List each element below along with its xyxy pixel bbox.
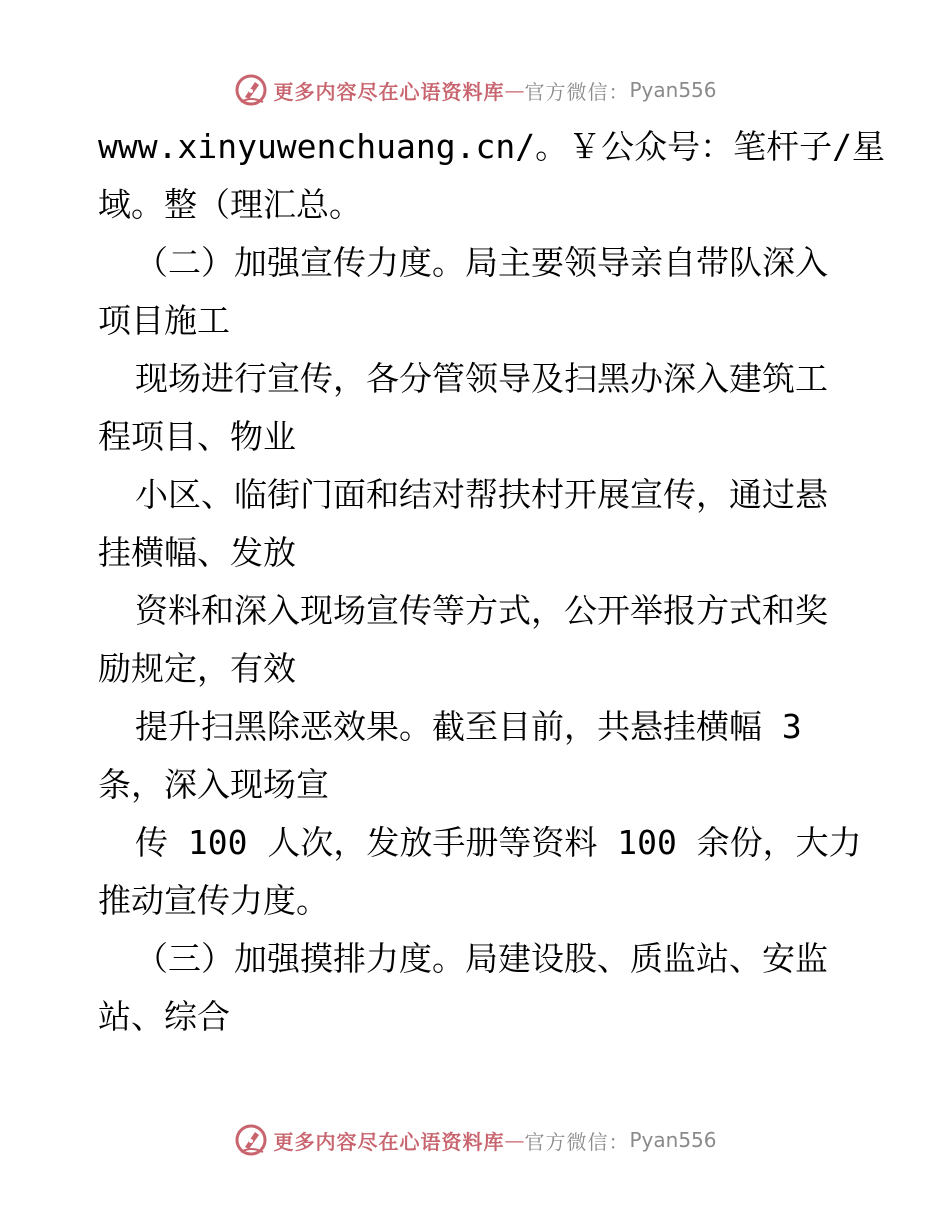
footer-banner-separator: — — [504, 1128, 525, 1152]
body-line-11: 提升扫黑除恶效果。截至目前，共悬挂横幅 3 — [135, 707, 802, 746]
footer-wechat-id: Pyan556 — [629, 1128, 717, 1152]
footer-banner — [0, 1120, 950, 1160]
body-line-8: 挂横幅、发放 — [98, 533, 296, 572]
body-line-1: www.xinyuwenchuang.cn/。￥公众号：笔杆子/星 — [98, 127, 885, 166]
pen-nib-circle-icon — [233, 1122, 269, 1158]
body-line-16: 站、综合 — [98, 997, 230, 1036]
body-line-5: 现场进行宣传，各分管领导及扫黑办深入建筑工 — [135, 359, 828, 398]
body-line-9: 资料和深入现场宣传等方式，公开举报方式和奖 — [135, 591, 828, 630]
header-banner-text: 更多内容尽在心语资料库 — [273, 79, 505, 104]
body-line-3: （二）加强宣传力度。局主要领导亲自带队深入 — [135, 243, 828, 282]
body-line-15: （三）加强摸排力度。局建设股、质监站、安监 — [135, 939, 828, 978]
body-line-4: 项目施工 — [98, 301, 230, 340]
footer-banner-text: 更多内容尽在心语资料库 — [273, 1129, 505, 1154]
document-body — [98, 118, 885, 1046]
body-line-2: 域。整（理汇总。 — [98, 185, 362, 224]
body-line-14: 推动宣传力度。 — [98, 881, 329, 920]
body-line-13: 传 100 人次，发放手册等资料 100 余份，大力 — [135, 823, 862, 862]
body-line-7: 小区、临街门面和结对帮扶村开展宣传，通过悬 — [135, 475, 828, 514]
footer-wechat-label: 官方微信： — [524, 1129, 630, 1154]
header-wechat-label: 官方微信： — [524, 79, 630, 104]
body-line-10: 励规定，有效 — [98, 649, 296, 688]
body-line-12: 条，深入现场宣 — [98, 765, 329, 804]
header-wechat-id: Pyan556 — [629, 78, 717, 102]
header-banner — [0, 70, 950, 110]
pen-nib-circle-icon — [233, 72, 269, 108]
header-banner-separator: — — [504, 78, 525, 102]
body-line-6: 程项目、物业 — [98, 417, 296, 456]
